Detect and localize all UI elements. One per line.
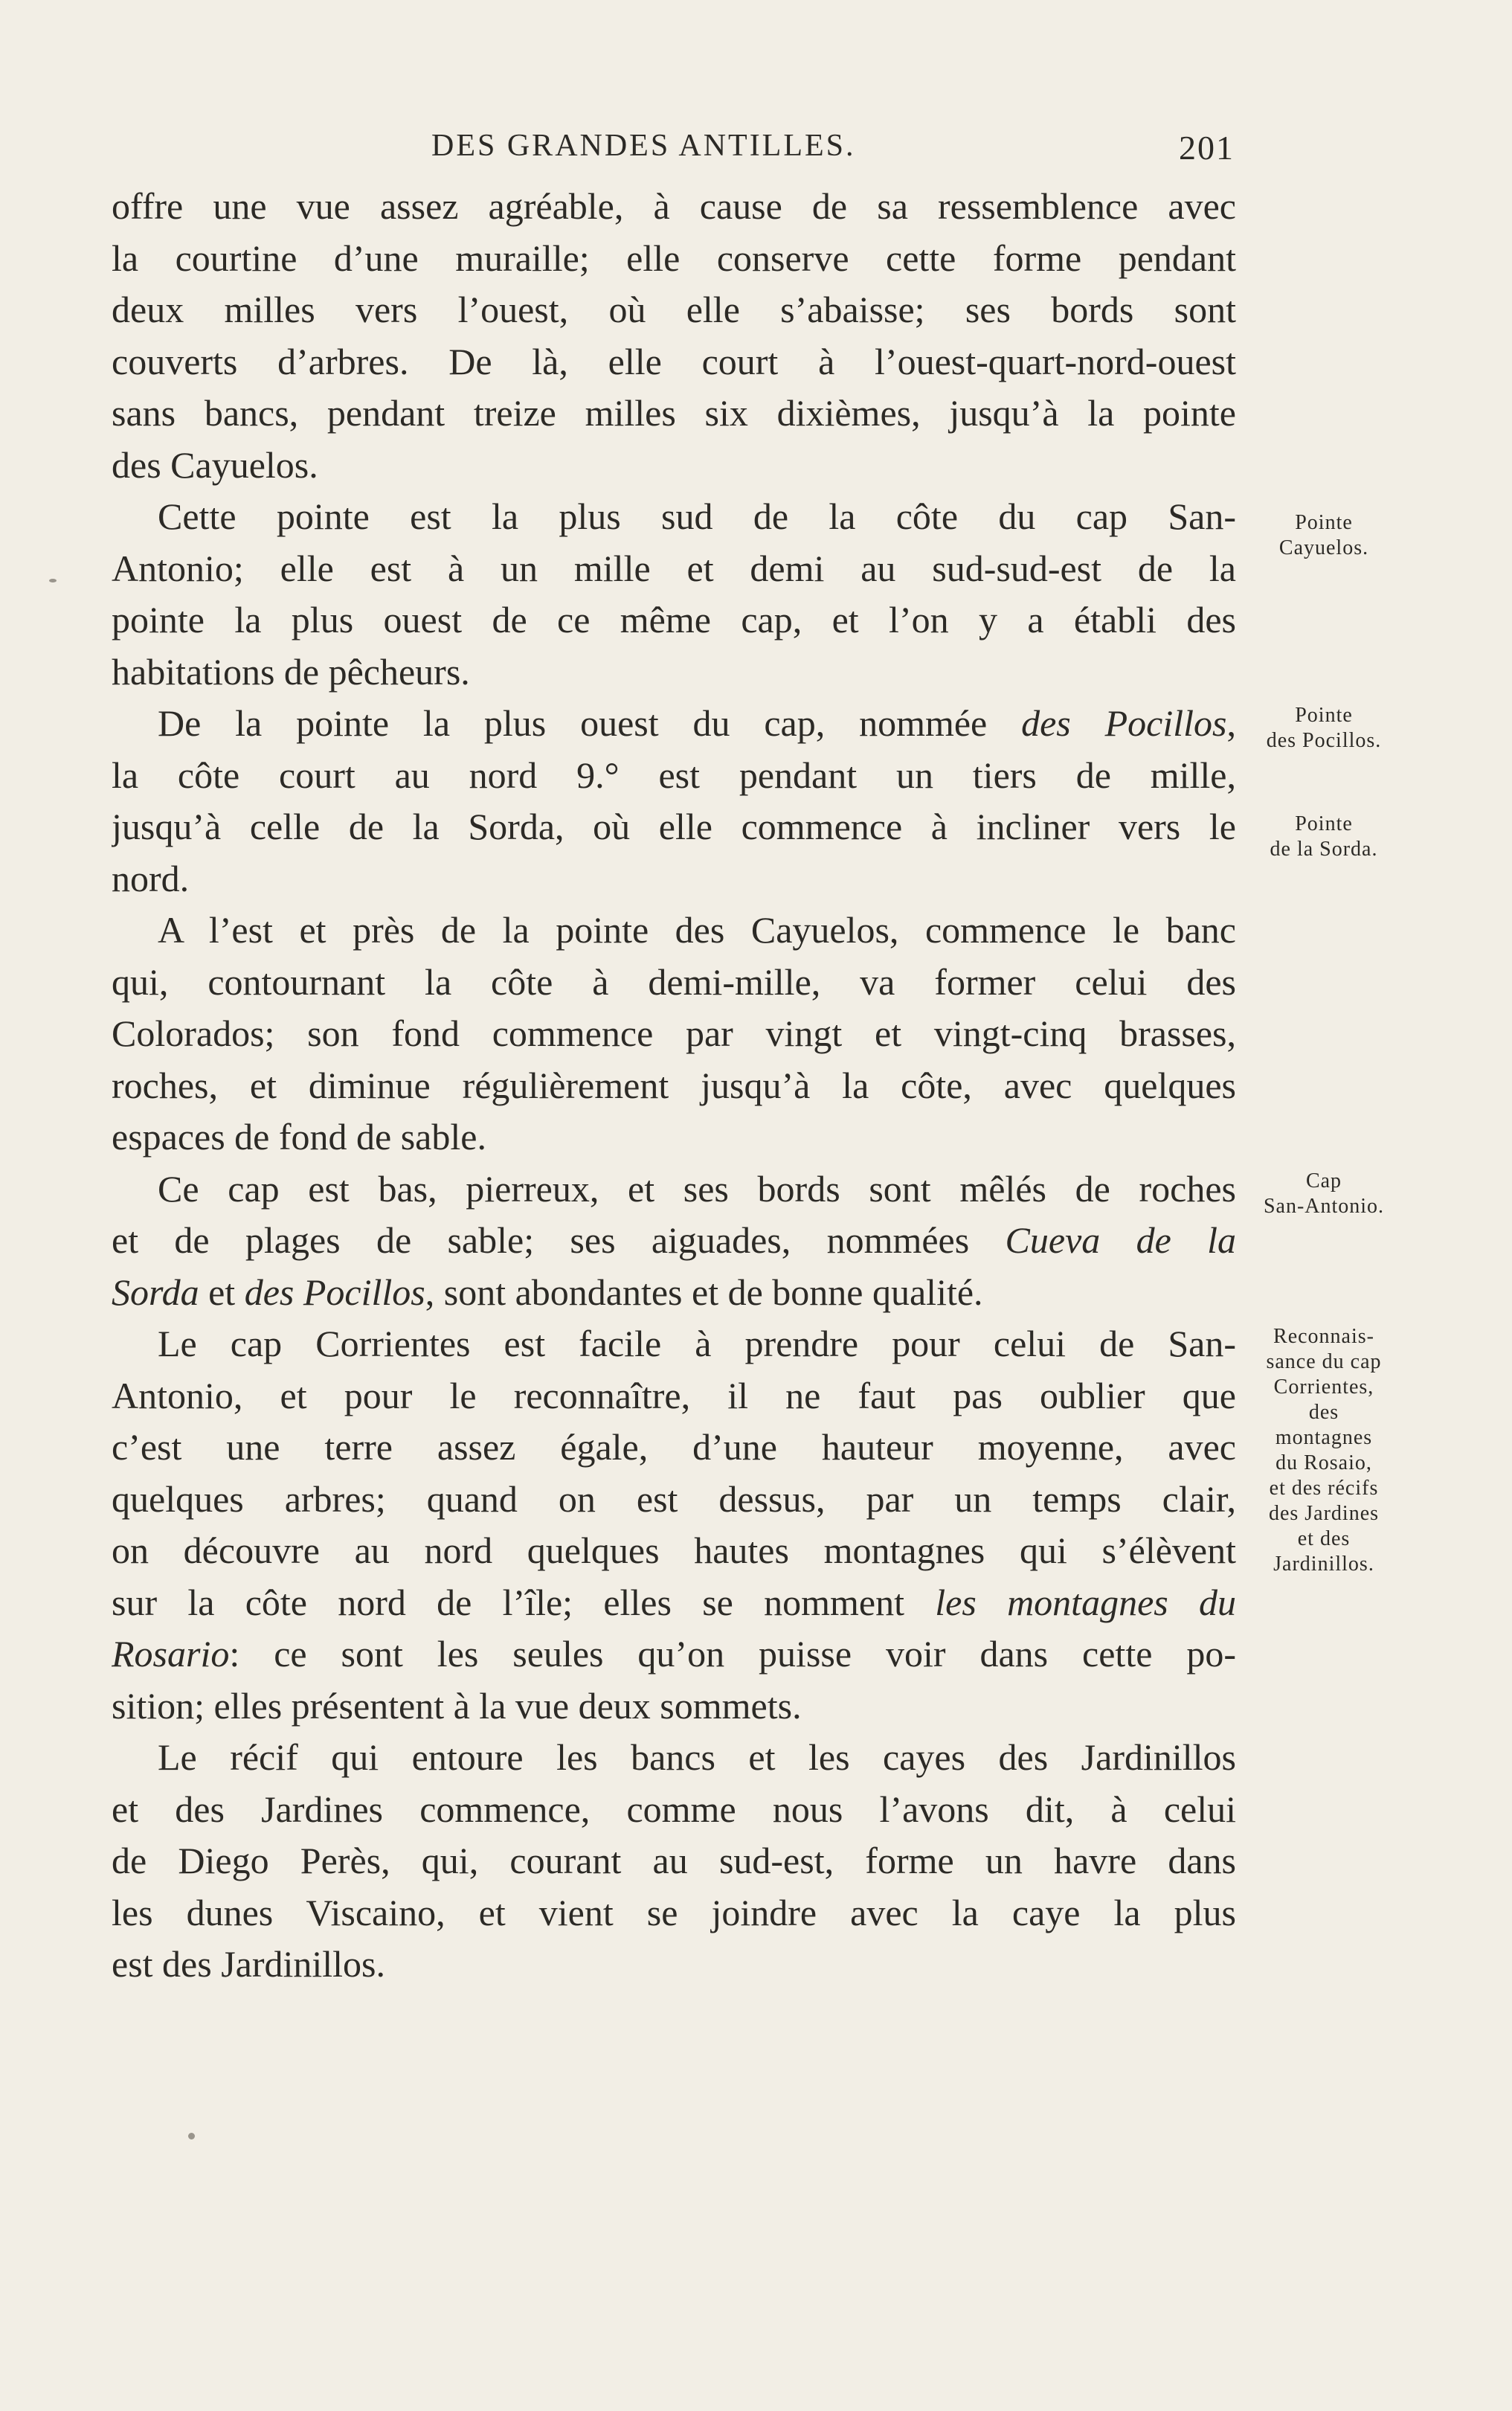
paper-speck bbox=[188, 2133, 195, 2139]
text-line: sition; elles présentent à la vue deux sommets. bbox=[112, 1684, 802, 1727]
note-line: et des récifs bbox=[1269, 1477, 1379, 1500]
margin-note-sorda bbox=[1249, 812, 1398, 862]
text-line: Antonio, et pour le reconnaître, il ne faut pas oublier que bbox=[112, 1374, 1236, 1416]
text-line: Antonio; elle est à un mille et demi au sud-sud-est de la bbox=[112, 547, 1236, 589]
text-line: A l’est et près de la pointe des Cayuelos, commence le banc bbox=[158, 909, 1236, 951]
running-head bbox=[112, 128, 1235, 173]
text-line: espaces de fond de sable. bbox=[112, 1116, 486, 1158]
running-title: DES GRANDES ANTILLES. bbox=[431, 129, 856, 163]
text-line: quelques arbres; quand on est dessus, par un temps clair, bbox=[112, 1477, 1236, 1520]
text-line: jusqu’à celle de la Sorda, où elle commence à incliner vers le bbox=[112, 806, 1236, 847]
note-line: Corrientes, bbox=[1273, 1375, 1374, 1399]
note-line: du Rosaio, bbox=[1275, 1451, 1372, 1474]
text-line: des Cayuelos. bbox=[112, 443, 318, 486]
text-line: c’est une terre assez égale, d’une hauteur moyenne, avec bbox=[112, 1426, 1236, 1468]
body-text bbox=[112, 181, 1236, 1991]
note-line: Pointe bbox=[1295, 511, 1353, 534]
note-line: Reconnais- bbox=[1273, 1325, 1374, 1348]
text-line: est des Jardinillos. bbox=[112, 1943, 386, 1985]
note-line: Jardinillos. bbox=[1273, 1553, 1374, 1576]
margin-note-pocillos bbox=[1249, 703, 1398, 754]
note-line: montagnes bbox=[1275, 1426, 1373, 1449]
note-line: Pointe bbox=[1295, 704, 1353, 727]
paper-speck bbox=[49, 579, 57, 582]
text-line: roches, et diminue régulièrement jusqu’à la côte, avec quelques bbox=[112, 1064, 1236, 1106]
text-line: et des Jardines commence, comme nous l’avons dit, à celui bbox=[112, 1788, 1236, 1830]
note-line: Cayuelos. bbox=[1278, 536, 1369, 559]
text-line: couverts d’arbres. De là, elle court à l’ouest-quart-nord-ouest bbox=[112, 340, 1236, 382]
margin-note-cayuelos bbox=[1249, 510, 1398, 561]
text-line: les dunes Viscaino, et vient se joindre avec la caye la plus bbox=[112, 1891, 1236, 1933]
text-line: Ce cap est bas, pierreux, et ses bords sont mêlés de roches bbox=[158, 1167, 1236, 1210]
text-line: sans bancs, pendant treize milles six dixièmes, jusqu’à la pointe bbox=[112, 392, 1236, 434]
text-line: la côte court au nord 9.° est pendant un tiers de mille, bbox=[112, 754, 1236, 796]
note-line: Pointe bbox=[1295, 812, 1353, 835]
text-line: qui, contournant la côte à demi-mille, va former celui des bbox=[112, 960, 1236, 1003]
note-line: sance du cap bbox=[1266, 1350, 1382, 1373]
text-line: sur la côte nord de l’île; elles se nomment les montagnes du bbox=[112, 1581, 1236, 1623]
note-line: San-Antonio. bbox=[1263, 1195, 1385, 1218]
note-line: des Jardines bbox=[1268, 1502, 1380, 1525]
note-line: de la Sorda. bbox=[1270, 838, 1378, 861]
text-line: Colorados; son fond commence par vingt et vingt-cinq brasses, bbox=[112, 1012, 1236, 1054]
text-line: Cette pointe est la plus sud de la côte du cap San- bbox=[158, 495, 1236, 537]
text-line: la courtine d’une muraille; elle conserve cette forme pendant bbox=[112, 237, 1236, 279]
note-line: des bbox=[1308, 1401, 1339, 1424]
note-line: des Pocillos. bbox=[1266, 729, 1382, 752]
text-line: deux milles vers l’ouest, où elle s’abaisse; ses bords sont bbox=[112, 289, 1236, 330]
note-line: et des bbox=[1297, 1527, 1351, 1550]
text-line: Sorda et des Pocillos, sont abondantes et de bonne qualité. bbox=[112, 1271, 983, 1313]
text-line: Rosario: ce sont les seules qu’on puisse voir dans cette po- bbox=[112, 1633, 1236, 1675]
text-line: De la pointe la plus ouest du cap, nommée des Pocillos, bbox=[158, 702, 1236, 744]
text-line: nord. bbox=[112, 857, 190, 899]
margin-note-san-antonio bbox=[1249, 1169, 1398, 1219]
text-line: Le récif qui entoure les bancs et les cayes des Jardinillos bbox=[158, 1736, 1236, 1778]
note-line: Cap bbox=[1305, 1169, 1342, 1192]
text-line: habitations de pêcheurs. bbox=[112, 650, 470, 693]
page-number: 201 bbox=[1179, 129, 1235, 167]
margin-note-corrientes bbox=[1249, 1324, 1398, 1577]
text-line: offre une vue assez agréable, à cause de sa ressemblence avec bbox=[112, 185, 1236, 227]
text-line: pointe la plus ouest de ce même cap, et l’on y a établi des bbox=[112, 599, 1236, 641]
text-line: Le cap Corrientes est facile à prendre pour celui de San- bbox=[158, 1323, 1236, 1364]
text-line: de Diego Perès, qui, courant au sud-est, forme un havre dans bbox=[112, 1840, 1236, 1881]
text-line: on découvre au nord quelques hautes montagnes qui s’élèvent bbox=[112, 1529, 1236, 1571]
text-line: et de plages de sable; ses aiguades, nommées Cueva de la bbox=[112, 1219, 1236, 1261]
